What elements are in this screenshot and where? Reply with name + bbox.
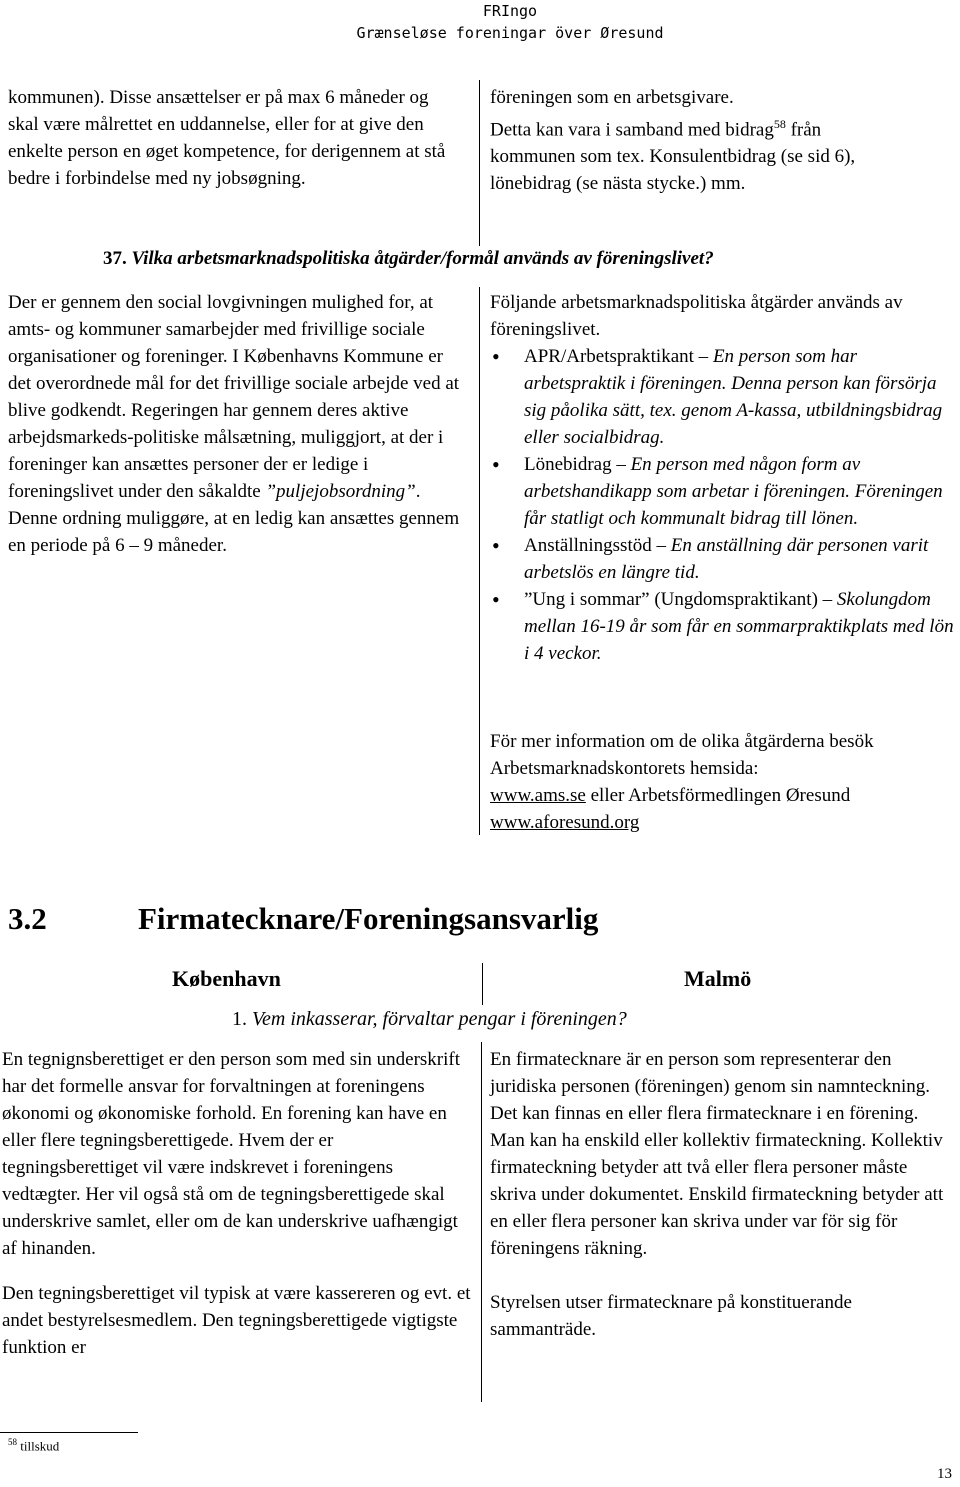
ams-link[interactable]: www.ams.se xyxy=(490,785,586,806)
section-number: 3.2 xyxy=(8,901,47,936)
section-title: Firmatecknare/Foreningsansvarlig xyxy=(138,901,599,936)
list-item: • ”Ung i sommar” (Ungdomspraktikant) – Skolungdom mellan 16-19 år som får en sommarpraktikplats med lön i 4 veckor. xyxy=(490,586,955,667)
footnote: $^{58}$ tillskud xyxy=(8,1437,60,1454)
se-intro: Följande arbetsmarknadspolitiska åtgärder används av föreningslivet. xyxy=(490,292,903,340)
question-1-text: Vem inkasserar, förvaltar pengar i föreningen? xyxy=(252,1008,627,1030)
list-item: • APR/Arbetspraktikant – En person som har arbetspraktik i föreningen. Denna person kan försörja sig påolika sätt, tex. genom A-kassa, utbildningsbidrag eller socialbidrag. xyxy=(490,343,955,451)
aforesund-link[interactable]: www.aforesund.org xyxy=(490,812,640,833)
column-head-kobenhavn: København xyxy=(172,966,281,991)
measures-list xyxy=(490,343,955,667)
question-1 xyxy=(232,1008,627,1031)
puljejob-term: ”puljejobsordning” xyxy=(265,481,416,502)
top-right-line4: lönebidrag (se nästa stycke.) mm. xyxy=(490,173,746,195)
dk-signatory-text xyxy=(2,1046,474,1361)
question-1-number: 1. xyxy=(232,1008,247,1030)
column-divider-top xyxy=(479,80,480,246)
question-37-text: Vilka arbetsmarknadspolitiska åtgärder/formål används av föreningslivet? xyxy=(131,248,714,269)
column-head-malmo: Malmö xyxy=(684,966,752,991)
se-text-block xyxy=(490,289,955,667)
question-37 xyxy=(103,248,714,270)
header-title: FRIngo xyxy=(482,2,538,20)
top-right-line2: Detta kan vara i samband med bidrag$^{58}$ från xyxy=(490,117,822,141)
dk-signatory-para2: Den tegningsberettiget vil typisk at være kassereren og evt. et andet bestyrelsesmedlem. Den tegningsberettigede vigtigste funktion er xyxy=(2,1283,471,1358)
footnote-separator xyxy=(0,1432,138,1433)
top-left-text: kommunen). Disse ansættelser er på max 6 måneder og skal være målrettet en uddannelse, eller for at give den enkelte person en øget kompetence, for derigennem at stå bedre i forbindelse med ny jobsøgning. xyxy=(8,87,446,189)
se-signatory-text xyxy=(490,1046,950,1343)
page-header xyxy=(300,0,720,44)
list-item: • Anställningsstöd – En anställning där personen varit arbetslös en längre tid. xyxy=(490,532,955,586)
top-right-text xyxy=(490,84,950,197)
se-signatory-para3: Styrelsen utser firmatecknare på konstituerande sammanträde. xyxy=(490,1292,852,1340)
dk-signatory-para1: En tegnignsberettiget er den person som med sin underskrift har det formelle ansvar for forvaltningen at foreningens økonomi og økonomiske forhold. En forening kan have en eller flere tegningsberettigede. Hvem der er tegningsberettiget vil være indskrevet i foreningens vedtægter. Her vil også stå om de tegningsberettigede skal underskrive samlet, eller om de kan underskrive uafhængigt af hinanden. xyxy=(2,1049,461,1259)
column-divider-bottom xyxy=(481,1042,482,1402)
top-right-line1: föreningen som en arbetsgivare. xyxy=(490,87,734,108)
more-info-text: För mer information om de olika åtgärderna besök Arbetsmarknadskontorets hemsida: xyxy=(490,731,874,779)
page-number: 13 xyxy=(937,1466,952,1482)
header-subtitle: Grænseløse foreningar över Øresund xyxy=(356,24,664,42)
dk-text-block: Der er gennem den social lovgivningen mulighed for, at amts- og kommuner samarbejder med frivillige sociale organisationer og foreninger. I Københavns Kommune er det overordnede mål for det frivillige sociale arbejde ved at blive godkendt. Regeringen har gennem deres aktive arbejdsmarkeds-politiske målsætning, muliggjort, at der i foreninger kan ansættes personer der er ledige i foreningslivet under den såkaldte ”puljejobsordning”. Denne ordning muliggøre, at en ledig kan ansættes gennem en periode på 6 – 9 måneder. xyxy=(8,292,460,556)
se-signatory-para2: Man kan ha enskild eller kollektiv firmateckning. Kollektiv firmateckning betyder att två eller flera personer måste skriva under dokumentet. Enskild firmateckning betyder att en eller flera personer kan skriva under var för sig för föreningens räkning. xyxy=(490,1130,944,1259)
footnote-ref: 58 xyxy=(773,117,786,131)
se-signatory-para1: En firmatecknare är en person som representerar den juridiska personen (föreningen) genom sin namnteckning. Det kan finnas en eller flera firmatecknare i en förening. xyxy=(490,1049,931,1124)
list-item: • Lönebidrag – En person med någon form av arbetshandikapp som arbetar i föreningen. Föreningen får statligt och kommunalt bidrag till lönen. xyxy=(490,451,955,532)
question-37-number: 37. xyxy=(103,248,127,269)
column-divider-heads xyxy=(482,963,483,1005)
column-divider-middle xyxy=(479,287,480,835)
top-right-line3: kommunen som tex. Konsulentbidrag (se sid 6), xyxy=(490,146,856,168)
more-info-block: För mer information om de olika åtgärderna besök Arbetsmarknadskontorets hemsida: www.ams.se eller Arbetsförmedlingen Øresund www.aforesund.org xyxy=(490,728,950,836)
